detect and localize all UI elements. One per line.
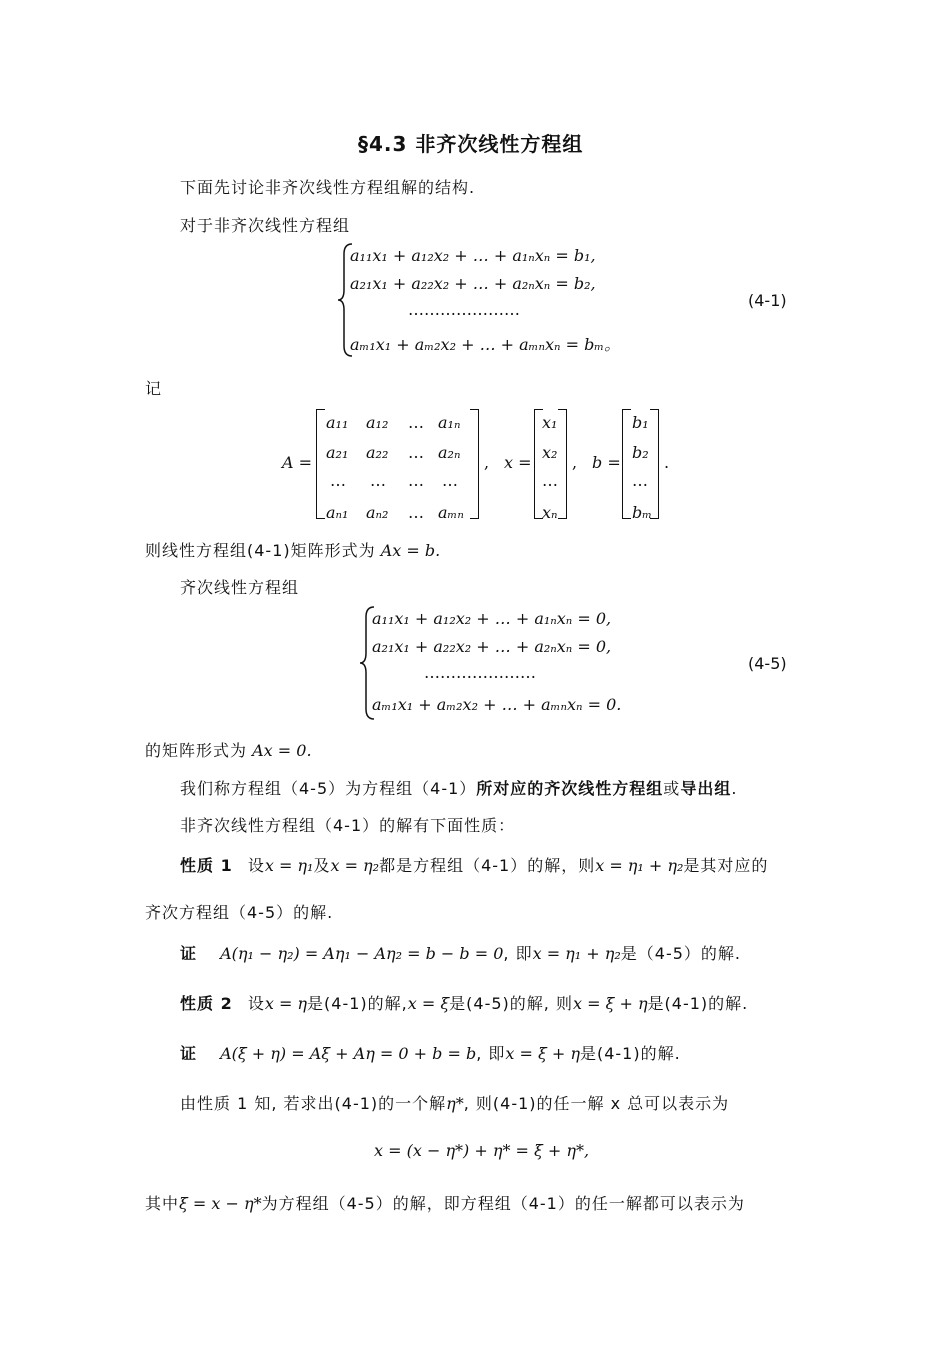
- property-text: 设: [247, 994, 265, 1013]
- separator-comma: ,: [484, 453, 490, 472]
- matrix-form-line: [145, 538, 440, 561]
- matrix-cell: aₙ₂: [366, 503, 389, 522]
- vector-b-left-bracket: [622, 409, 631, 519]
- matrix-cell: …: [408, 503, 424, 522]
- matrix-form-text: 则线性方程组(4-1)矩阵形式为: [145, 541, 376, 560]
- properties-intro: 非齐次线性方程组（4-1）的解有下面性质：: [180, 816, 516, 835]
- matrix-a-right-bracket: [470, 409, 479, 519]
- proof-equation: x = η₁ + η₂: [532, 944, 621, 963]
- definition-text: .: [731, 779, 738, 798]
- matrix-cell: aₘₙ: [438, 503, 464, 522]
- inline-equation: ξ = x − η*: [179, 1194, 262, 1213]
- separator-comma: ,: [572, 453, 578, 472]
- section-title: §4.3 非齐次线性方程组: [358, 132, 584, 156]
- matrix-cell: a₁₂: [366, 413, 389, 432]
- homogeneous-intro: 齐次线性方程组: [180, 578, 300, 597]
- matrix-a-lhs: A =: [282, 453, 313, 472]
- matrix-a-left-bracket: [316, 409, 325, 519]
- matrix-cell: a₁ₙ: [438, 413, 461, 432]
- equation-number: (4-5): [748, 654, 787, 673]
- property-1-continuation: 齐次方程组（4-5）的解.: [145, 903, 334, 922]
- intro-paragraph-2: 对于非齐次线性方程组: [180, 216, 351, 235]
- equation-line: aₘ₁x₁ + aₘ₂x₂ + … + aₘₙxₙ = 0.: [372, 695, 622, 714]
- proof-2: [180, 1041, 681, 1064]
- proof-label: 证: [180, 1044, 198, 1063]
- vector-cell: …: [542, 471, 558, 490]
- property-text: 是(4-5)的解, 则: [449, 994, 573, 1013]
- matrix-cell: …: [370, 471, 386, 490]
- property-text: 都是方程组（4-1）的解，则: [379, 856, 596, 875]
- equation-number: (4-1): [748, 291, 787, 310]
- equation-system-4-5: [358, 603, 798, 723]
- equation-line: …………………: [408, 300, 520, 319]
- matrix-cell: …: [408, 413, 424, 432]
- matrix-form-equation: Ax = b.: [380, 541, 441, 560]
- definition-text: 我们称方程组（4-5）为方程组（4-1）: [180, 779, 477, 798]
- property-text: 及: [313, 856, 331, 875]
- property-equation: x = η₁: [264, 856, 314, 875]
- property-2: [180, 991, 748, 1014]
- inline-equation: η*: [446, 1094, 464, 1113]
- homogeneous-form-equation: Ax = 0.: [252, 741, 312, 760]
- homogeneous-form-line: [145, 738, 312, 761]
- equation-line: a₂₁x₁ + a₂₂x₂ + … + a₂ₙxₙ = b₂,: [350, 274, 596, 293]
- property-equation: x = η: [264, 994, 308, 1013]
- definition-text: 或: [663, 779, 681, 798]
- definition-term: 导出组: [680, 779, 732, 798]
- vector-cell: b₂: [632, 443, 649, 462]
- last-line: [145, 1191, 745, 1214]
- body-text: , 则(4-1)的任一解 x 总可以表示为: [463, 1094, 730, 1113]
- vector-b-lhs: b =: [592, 453, 621, 472]
- proof-text: , 即: [476, 1044, 506, 1063]
- matrix-cell: …: [408, 471, 424, 490]
- body-text: 为方程组（4-5）的解，即方程组（4-1）的任一解都可以表示为: [261, 1194, 745, 1213]
- proof-text: 是(4-1)的解.: [579, 1044, 681, 1063]
- end-period: .: [664, 453, 670, 472]
- equation-line: a₂₁x₁ + a₂₂x₂ + … + a₂ₙxₙ = 0,: [372, 637, 612, 656]
- proof-text: 是（4-5）的解.: [620, 944, 741, 963]
- representation-equation: x = (x − η*) + η* = ξ + η*,: [374, 1141, 590, 1160]
- property-text: 是其对应的: [683, 856, 769, 875]
- proof-equation: A(ξ + η) = Aξ + Aη = 0 + b = b: [220, 1044, 477, 1063]
- equation-line: …………………: [424, 663, 536, 682]
- property-text: 设: [247, 856, 265, 875]
- property-label: 性质 1: [180, 856, 233, 875]
- vector-b-right-bracket: [650, 409, 659, 519]
- matrix-cell: a₂ₙ: [438, 443, 461, 462]
- property-equation: x = η₁ + η₂: [595, 856, 684, 875]
- vector-cell: x₂: [542, 443, 558, 462]
- equation-line: aₘ₁x₁ + aₘ₂x₂ + … + aₘₙxₙ = bₘ。: [350, 335, 621, 354]
- vector-cell: …: [632, 471, 648, 490]
- body-text: 其中: [145, 1194, 180, 1213]
- vector-x-lhs: x =: [504, 453, 532, 472]
- homogeneous-form-text: 的矩阵形式为: [145, 741, 248, 760]
- equation-line: a₁₁x₁ + a₁₂x₂ + … + a₁ₙxₙ = 0,: [372, 609, 612, 628]
- property-equation: x = ξ: [407, 994, 450, 1013]
- vector-cell: xₙ: [542, 503, 558, 522]
- vector-cell: b₁: [632, 413, 649, 432]
- proof-equation: A(η₁ − η₂) = Aη₁ − Aη₂ = b − b = 0: [220, 944, 504, 963]
- vector-cell: bₘ: [632, 503, 653, 522]
- equation-system-4-1: [336, 240, 776, 360]
- from-property-1-line: [180, 1091, 729, 1114]
- body-text: 由性质 1 知, 若求出(4-1)的一个解: [180, 1094, 447, 1113]
- matrix-cell: aₙ₁: [326, 503, 349, 522]
- equation-line: a₁₁x₁ + a₁₂x₂ + … + a₁ₙxₙ = b₁,: [350, 246, 596, 265]
- property-text: 是(4-1)的解,: [307, 994, 408, 1013]
- matrix-definitions: [280, 405, 680, 520]
- intro-paragraph-1: 下面先讨论非齐次线性方程组解的结构.: [180, 178, 476, 197]
- definition-term: 所对应的齐次线性方程组: [476, 779, 664, 798]
- property-label: 性质 2: [180, 994, 233, 1013]
- property-equation: x = ξ + η: [572, 994, 648, 1013]
- property-text: 是(4-1)的解.: [647, 994, 749, 1013]
- matrix-cell: a₂₁: [326, 443, 349, 462]
- proof-text: , 即: [503, 944, 533, 963]
- definition-sentence: [180, 776, 737, 799]
- ji-label: 记: [145, 379, 163, 398]
- vector-cell: x₁: [542, 413, 558, 432]
- property-equation: x = η₂: [330, 856, 380, 875]
- proof-label: 证: [180, 944, 198, 963]
- proof-1: [180, 941, 741, 964]
- matrix-cell: a₁₁: [326, 413, 349, 432]
- matrix-cell: …: [330, 471, 346, 490]
- matrix-cell: …: [442, 471, 458, 490]
- vector-x-right-bracket: [558, 409, 567, 519]
- proof-equation: x = ξ + η: [505, 1044, 580, 1063]
- matrix-cell: …: [408, 443, 424, 462]
- matrix-cell: a₂₂: [366, 443, 389, 462]
- property-1: [180, 853, 768, 876]
